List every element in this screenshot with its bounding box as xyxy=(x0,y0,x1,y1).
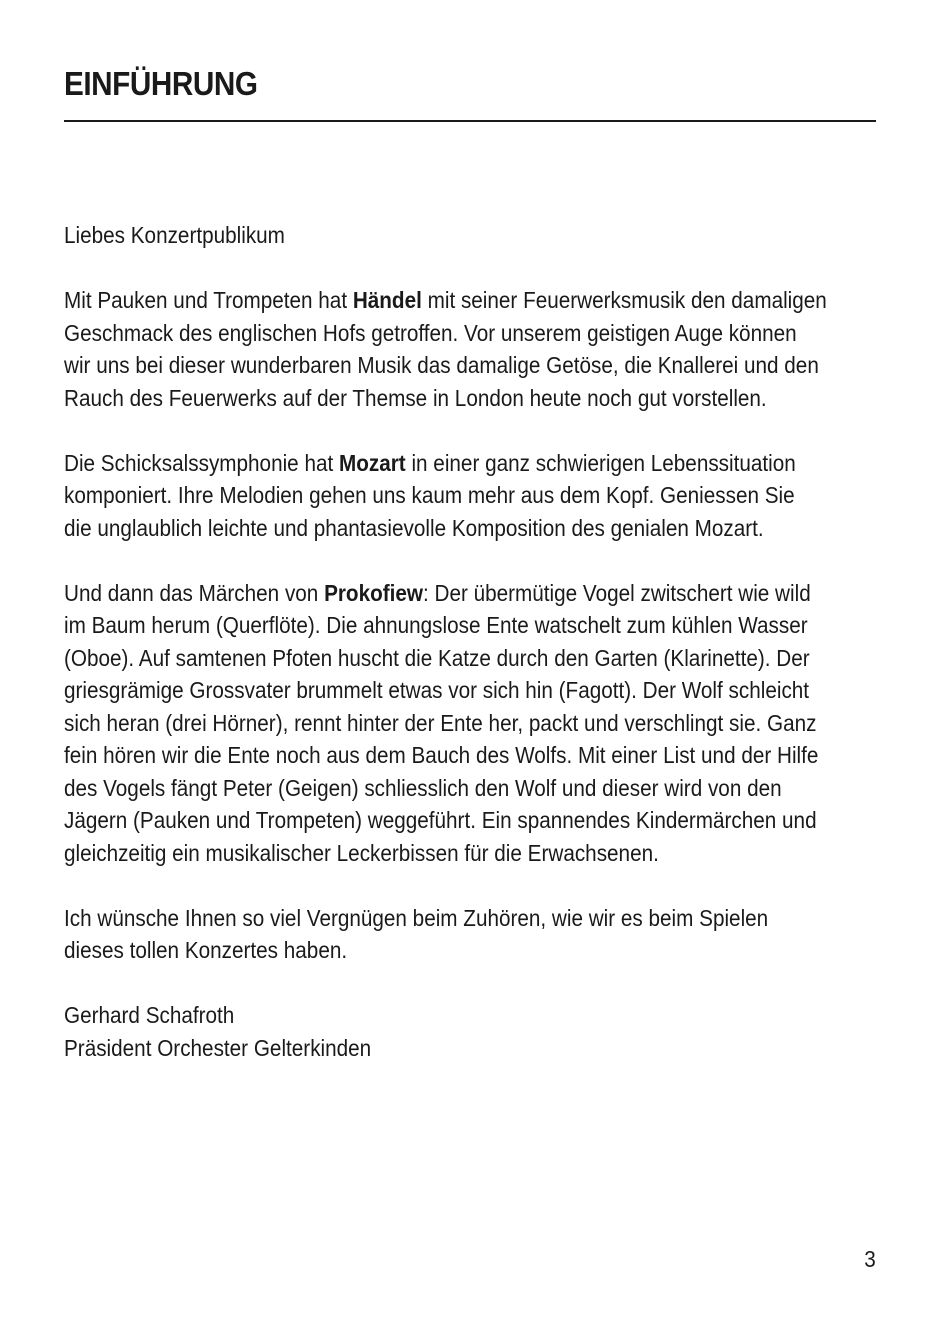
paragraph-line: sich heran (drei Hörner), rennt hinter der Ente her, packt und verschlingt sie. Ganz xyxy=(64,709,817,736)
paragraph-line: des Vogels fängt Peter (Geigen) schliesslich den Wolf und dieser wird von den xyxy=(64,774,782,801)
line-text: Mit Pauken und Trompeten hat xyxy=(64,287,353,313)
paragraph-line: im Baum herum (Querflöte). Die ahnungslose Ente watschelt zum kühlen Wasser xyxy=(64,612,808,638)
paragraph-line: griesgrämige Grossvater brummelt etwas vor sich hin (Fagott). Der Wolf schleicht xyxy=(64,677,810,703)
line-text: Die Schicksalssymphonie hat xyxy=(64,449,339,476)
page-number: 3 xyxy=(864,1246,876,1272)
line-text: : Der übermütige Vogel zwitschert wie wild xyxy=(423,579,811,606)
paragraph-line xyxy=(64,284,874,317)
paragraph-gap xyxy=(64,544,940,577)
paragraph-gap xyxy=(64,252,940,285)
line-text: in einer ganz schwierigen Lebenssituation xyxy=(405,449,796,476)
paragraph-line: die unglaublich leichte und phantasievolle Komposition des genialen Mozart. xyxy=(64,514,764,541)
line-text: Und dann das Märchen von xyxy=(64,579,325,606)
page-title: EINFÜHRUNG xyxy=(64,65,258,102)
body-text xyxy=(64,219,940,1064)
paragraph-line: wir uns bei dieser wunderbaren Musik das damalige Getöse, die Knallerei und den xyxy=(64,352,819,378)
paragraph-gap xyxy=(64,414,940,447)
paragraph-gap xyxy=(64,967,940,1000)
composer-name-prokofiew: Prokofiew xyxy=(324,579,424,606)
paragraph-line: Jägern (Pauken und Trompeten) weggeführt. Ein spannendes Kindermärchen und xyxy=(64,807,817,833)
paragraph-line: Ich wünsche Ihnen so viel Vergnügen beim Zuhören, wie wir es beim Spielen xyxy=(64,904,769,931)
composer-name-haendel: Händel xyxy=(352,287,422,313)
paragraph-line xyxy=(64,577,874,610)
paragraph-line: dieses tollen Konzertes haben. xyxy=(64,937,348,963)
paragraph-line: Geschmack des englischen Hofs getroffen. Vor unserem geistigen Auge können xyxy=(64,319,797,346)
composer-name-mozart: Mozart xyxy=(338,449,406,476)
paragraph-line: Rauch des Feuerwerks auf der Themse in London heute noch gut vorstellen. xyxy=(64,384,767,411)
title-divider xyxy=(64,120,876,122)
salutation: Liebes Konzertpublikum xyxy=(64,222,285,248)
paragraph-line: (Oboe). Auf samtenen Pfoten huscht die Katze durch den Garten (Klarinette). Der xyxy=(64,644,810,671)
signature-role: Präsident Orchester Gelterkinden xyxy=(64,1034,372,1061)
paragraph-line: komponiert. Ihre Melodien gehen uns kaum mehr aus dem Kopf. Geniessen Sie xyxy=(64,482,795,508)
line-text: mit seiner Feuerwerksmusik den damaligen xyxy=(421,287,827,313)
paragraph-gap xyxy=(64,869,940,902)
signature-name: Gerhard Schafroth xyxy=(64,1002,235,1028)
paragraph-line: fein hören wir die Ente noch aus dem Bauch des Wolfs. Mit einer List und der Hilfe xyxy=(64,742,819,768)
paragraph-line xyxy=(64,447,874,480)
paragraph-line: gleichzeitig ein musikalischer Leckerbissen für die Erwachsenen. xyxy=(64,839,659,866)
